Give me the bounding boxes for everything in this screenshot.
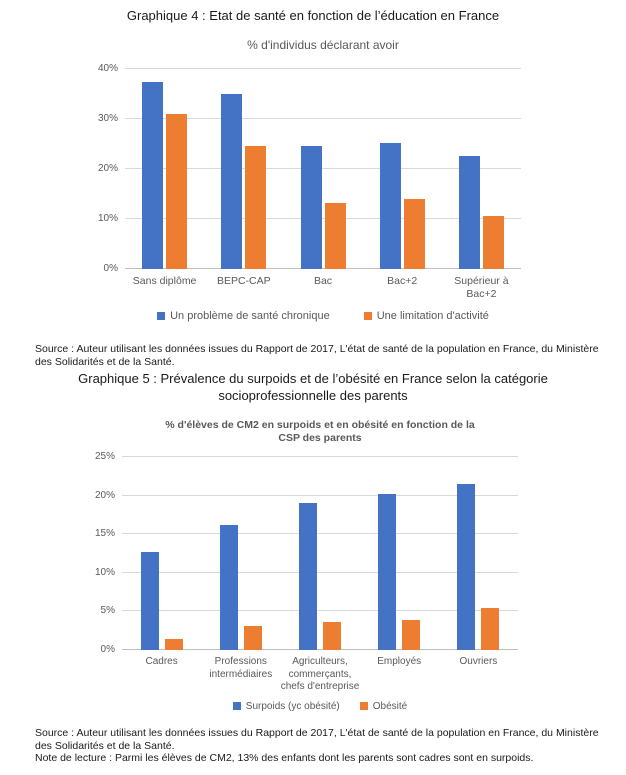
- bar: [457, 484, 475, 650]
- plot-area: [94, 451, 518, 655]
- y-axis-tick: 5%: [100, 605, 115, 617]
- legend-item: [233, 701, 340, 712]
- bar-group: [204, 69, 283, 269]
- bar: [141, 552, 159, 650]
- x-axis-label: Agriculteurs, commerçants, chefs d'entreprise: [280, 656, 360, 692]
- bar-group: [442, 69, 521, 269]
- bar: [459, 156, 480, 270]
- bar: [402, 620, 420, 650]
- bar: [245, 146, 266, 270]
- bar: [221, 94, 242, 269]
- chart-title: % d'individus déclarant avoir: [247, 38, 399, 52]
- bar: [323, 622, 341, 650]
- y-axis-tick: 25%: [94, 451, 115, 462]
- bar: [244, 626, 262, 650]
- y-axis-tick: 15%: [94, 528, 115, 540]
- y-axis-tick: 30%: [97, 113, 118, 124]
- y-axis-tick: 40%: [97, 63, 118, 74]
- x-axis-label: Bac+2: [387, 275, 418, 287]
- legend-item: [157, 310, 330, 322]
- bar: [404, 199, 425, 269]
- bar: [165, 639, 183, 650]
- bar-group: [360, 457, 439, 650]
- graphique-4-heading: Graphique 4 : Etat de santé en fonction de l’éducation en France: [126, 8, 500, 23]
- bar-groups: [125, 69, 521, 269]
- bar-group: [201, 457, 280, 650]
- plot-area: [97, 63, 521, 274]
- legend-label: Un problème de santé chronique: [170, 310, 330, 322]
- chart-graphique-4: [85, 38, 521, 322]
- source-note-2: Source : Auteur utilisant les données issues du Rapport de 2017, L'état de santé de la population en France, du Ministère des Solidarités et de la Santé.: [35, 727, 599, 752]
- bar: [378, 494, 396, 650]
- x-axis-label: Employés: [377, 656, 422, 667]
- x-axis-label: Supérieur à Bac+2: [454, 275, 509, 300]
- bar: [166, 114, 187, 269]
- legend-swatch: [233, 702, 241, 710]
- legend-swatch: [157, 312, 165, 320]
- x-axis-label: Cadres: [145, 656, 178, 667]
- y-axis-tick: 10%: [94, 566, 115, 578]
- bar-group: [283, 69, 362, 269]
- x-axis-label: Bac: [313, 275, 333, 287]
- x-axis-label: Ouvriers: [459, 656, 498, 667]
- plot-row: [94, 451, 518, 655]
- legend-item: [364, 310, 489, 322]
- footer-notes: [35, 727, 613, 765]
- x-axis-label: Professions intermédiaires: [209, 656, 273, 680]
- bar: [301, 146, 322, 270]
- chart-graphique-5: [82, 419, 518, 712]
- x-axis-label: Sans diplôme: [132, 275, 197, 287]
- bar-groups: [122, 457, 518, 650]
- reading-note: Note de lecture : Parmi les élèves de CM2, 13% des enfants dont les parents sont cadres sont en surpoids.: [35, 752, 534, 764]
- bar: [325, 203, 346, 270]
- bar: [380, 143, 401, 270]
- bar-group: [280, 457, 359, 650]
- bar-group: [439, 457, 518, 650]
- bar: [483, 216, 504, 270]
- bar: [142, 82, 163, 270]
- legend-item: [360, 701, 407, 712]
- bar: [299, 503, 317, 650]
- y-axis-tick: 20%: [97, 163, 118, 174]
- bar-group: [363, 69, 442, 269]
- x-axis-labels: [122, 650, 518, 694]
- legend: [122, 701, 518, 712]
- legend-swatch: [360, 702, 368, 710]
- y-axis-tick: 10%: [97, 213, 118, 224]
- y-axis-tick: 0%: [100, 644, 115, 655]
- source-note-1: Source : Auteur utilisant les données issues du Rapport de 2017, L'état de santé de la population en France, du Ministère des Solidarités et de la Santé.: [35, 343, 599, 368]
- y-axis-tick: 0%: [103, 263, 118, 274]
- chart-title: % d'élèves de CM2 en surpoids et en obésité en fonction de la CSP des parents: [165, 419, 475, 444]
- y-axis-tick: 20%: [94, 489, 115, 501]
- x-axis-labels: [125, 269, 521, 300]
- legend-label: Surpoids (yc obésité): [245, 700, 340, 712]
- bar: [481, 608, 499, 650]
- legend-label: Obésité: [372, 700, 408, 712]
- legend-label: Une limitation d'activité: [376, 310, 489, 322]
- bar-group: [125, 69, 204, 269]
- legend: [125, 310, 521, 322]
- bar: [220, 525, 238, 650]
- graphique-5-heading: Graphique 5 : Prévalence du surpoids et de l’obésité en France selon la catégorie socioprofessionnelle des parents: [78, 371, 548, 403]
- legend-swatch: [364, 312, 372, 320]
- plot-row: [97, 63, 521, 274]
- bar-group: [122, 457, 201, 650]
- x-axis-label: BEPC-CAP: [216, 275, 271, 287]
